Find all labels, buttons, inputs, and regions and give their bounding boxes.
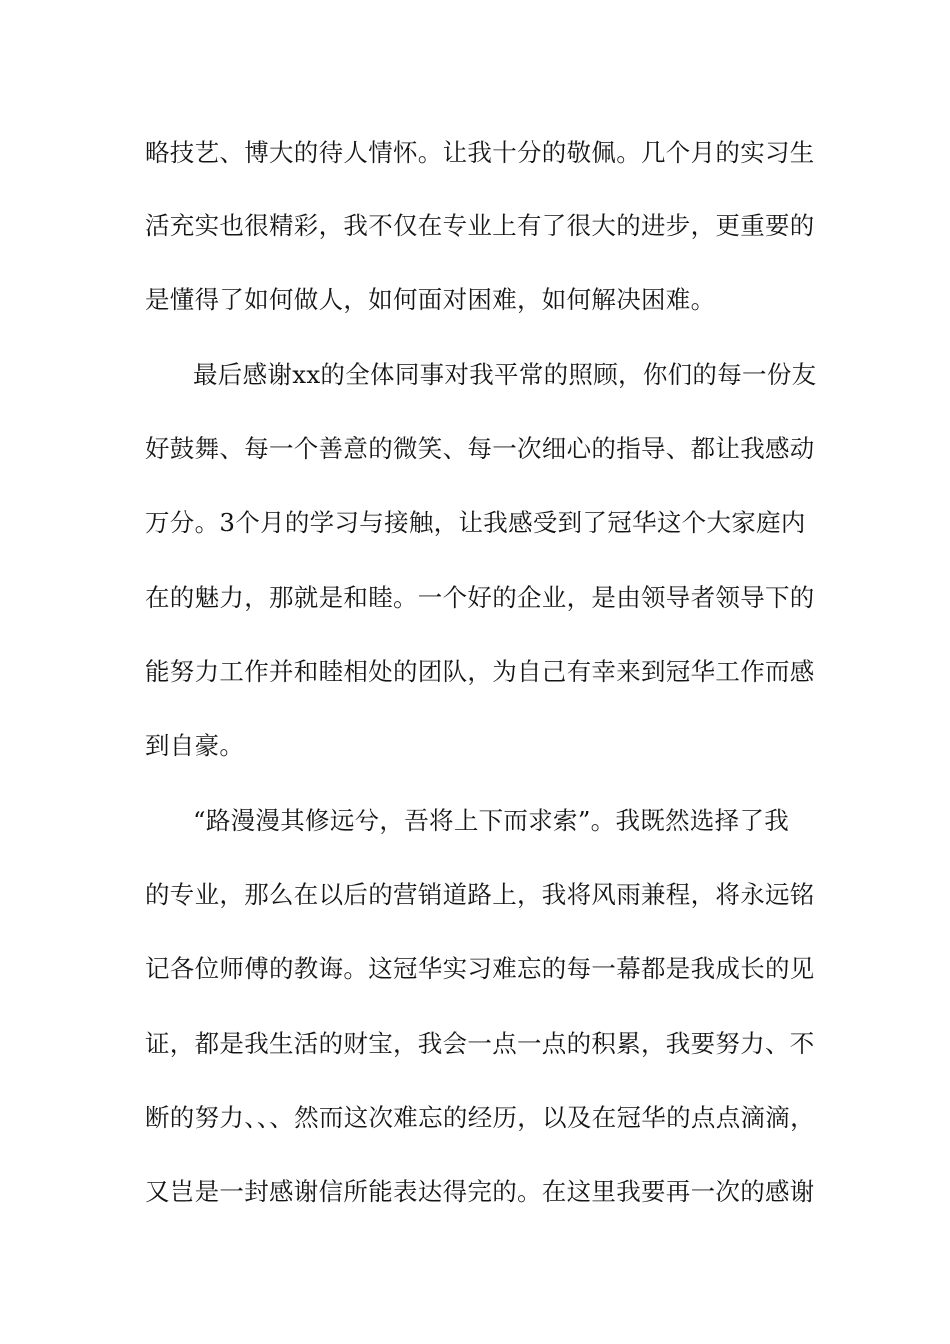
text-line: 能努力工作并和睦相处的团队，为自己有幸来到冠华工作而感	[145, 657, 815, 686]
text-line: 好鼓舞、每一个善意的微笑、每一次细心的指导、都让我感动	[145, 434, 815, 463]
text-line: 在的魅力，那就是和睦。一个好的企业，是由领导者领导下的	[145, 583, 815, 612]
text-line: 到自豪。	[145, 731, 245, 760]
text-line: 略技艺、博大的待人情怀。让我十分的敬佩。几个月的实习生	[145, 138, 815, 167]
text-line: 证，都是我生活的财宝，我会一点一点的积累，我要努力、不	[145, 1029, 815, 1058]
text-line: 万分。3个月的学习与接触，让我感受到了冠华这个大家庭内	[145, 508, 806, 537]
text-line: 记各位师傅的教诲。这冠华实习难忘的每一幕都是我成长的见	[145, 954, 815, 983]
text-line: 的专业，那么在以后的营销道路上，我将风雨兼程，将永远铭	[145, 880, 815, 909]
text-line: 是懂得了如何做人，如何面对困难，如何解决困难。	[145, 285, 716, 314]
text-line: 又岂是一封感谢信所能表达得完的。在这里我要再一次的感谢	[145, 1177, 815, 1206]
text-line: 活充实也很精彩，我不仅在专业上有了很大的进步，更重要的	[145, 211, 815, 240]
paragraph-start-line: “路漫漫其修远兮，吾将上下而求索”。我既然选择了我	[193, 806, 790, 835]
text-line: 断的努力、、、然而这次难忘的经历，以及在冠华的点点滴滴，	[145, 1103, 815, 1132]
paragraph-start-line: 最后感谢xx的全体同事对我平常的照顾，你们的每一份友	[193, 360, 817, 389]
